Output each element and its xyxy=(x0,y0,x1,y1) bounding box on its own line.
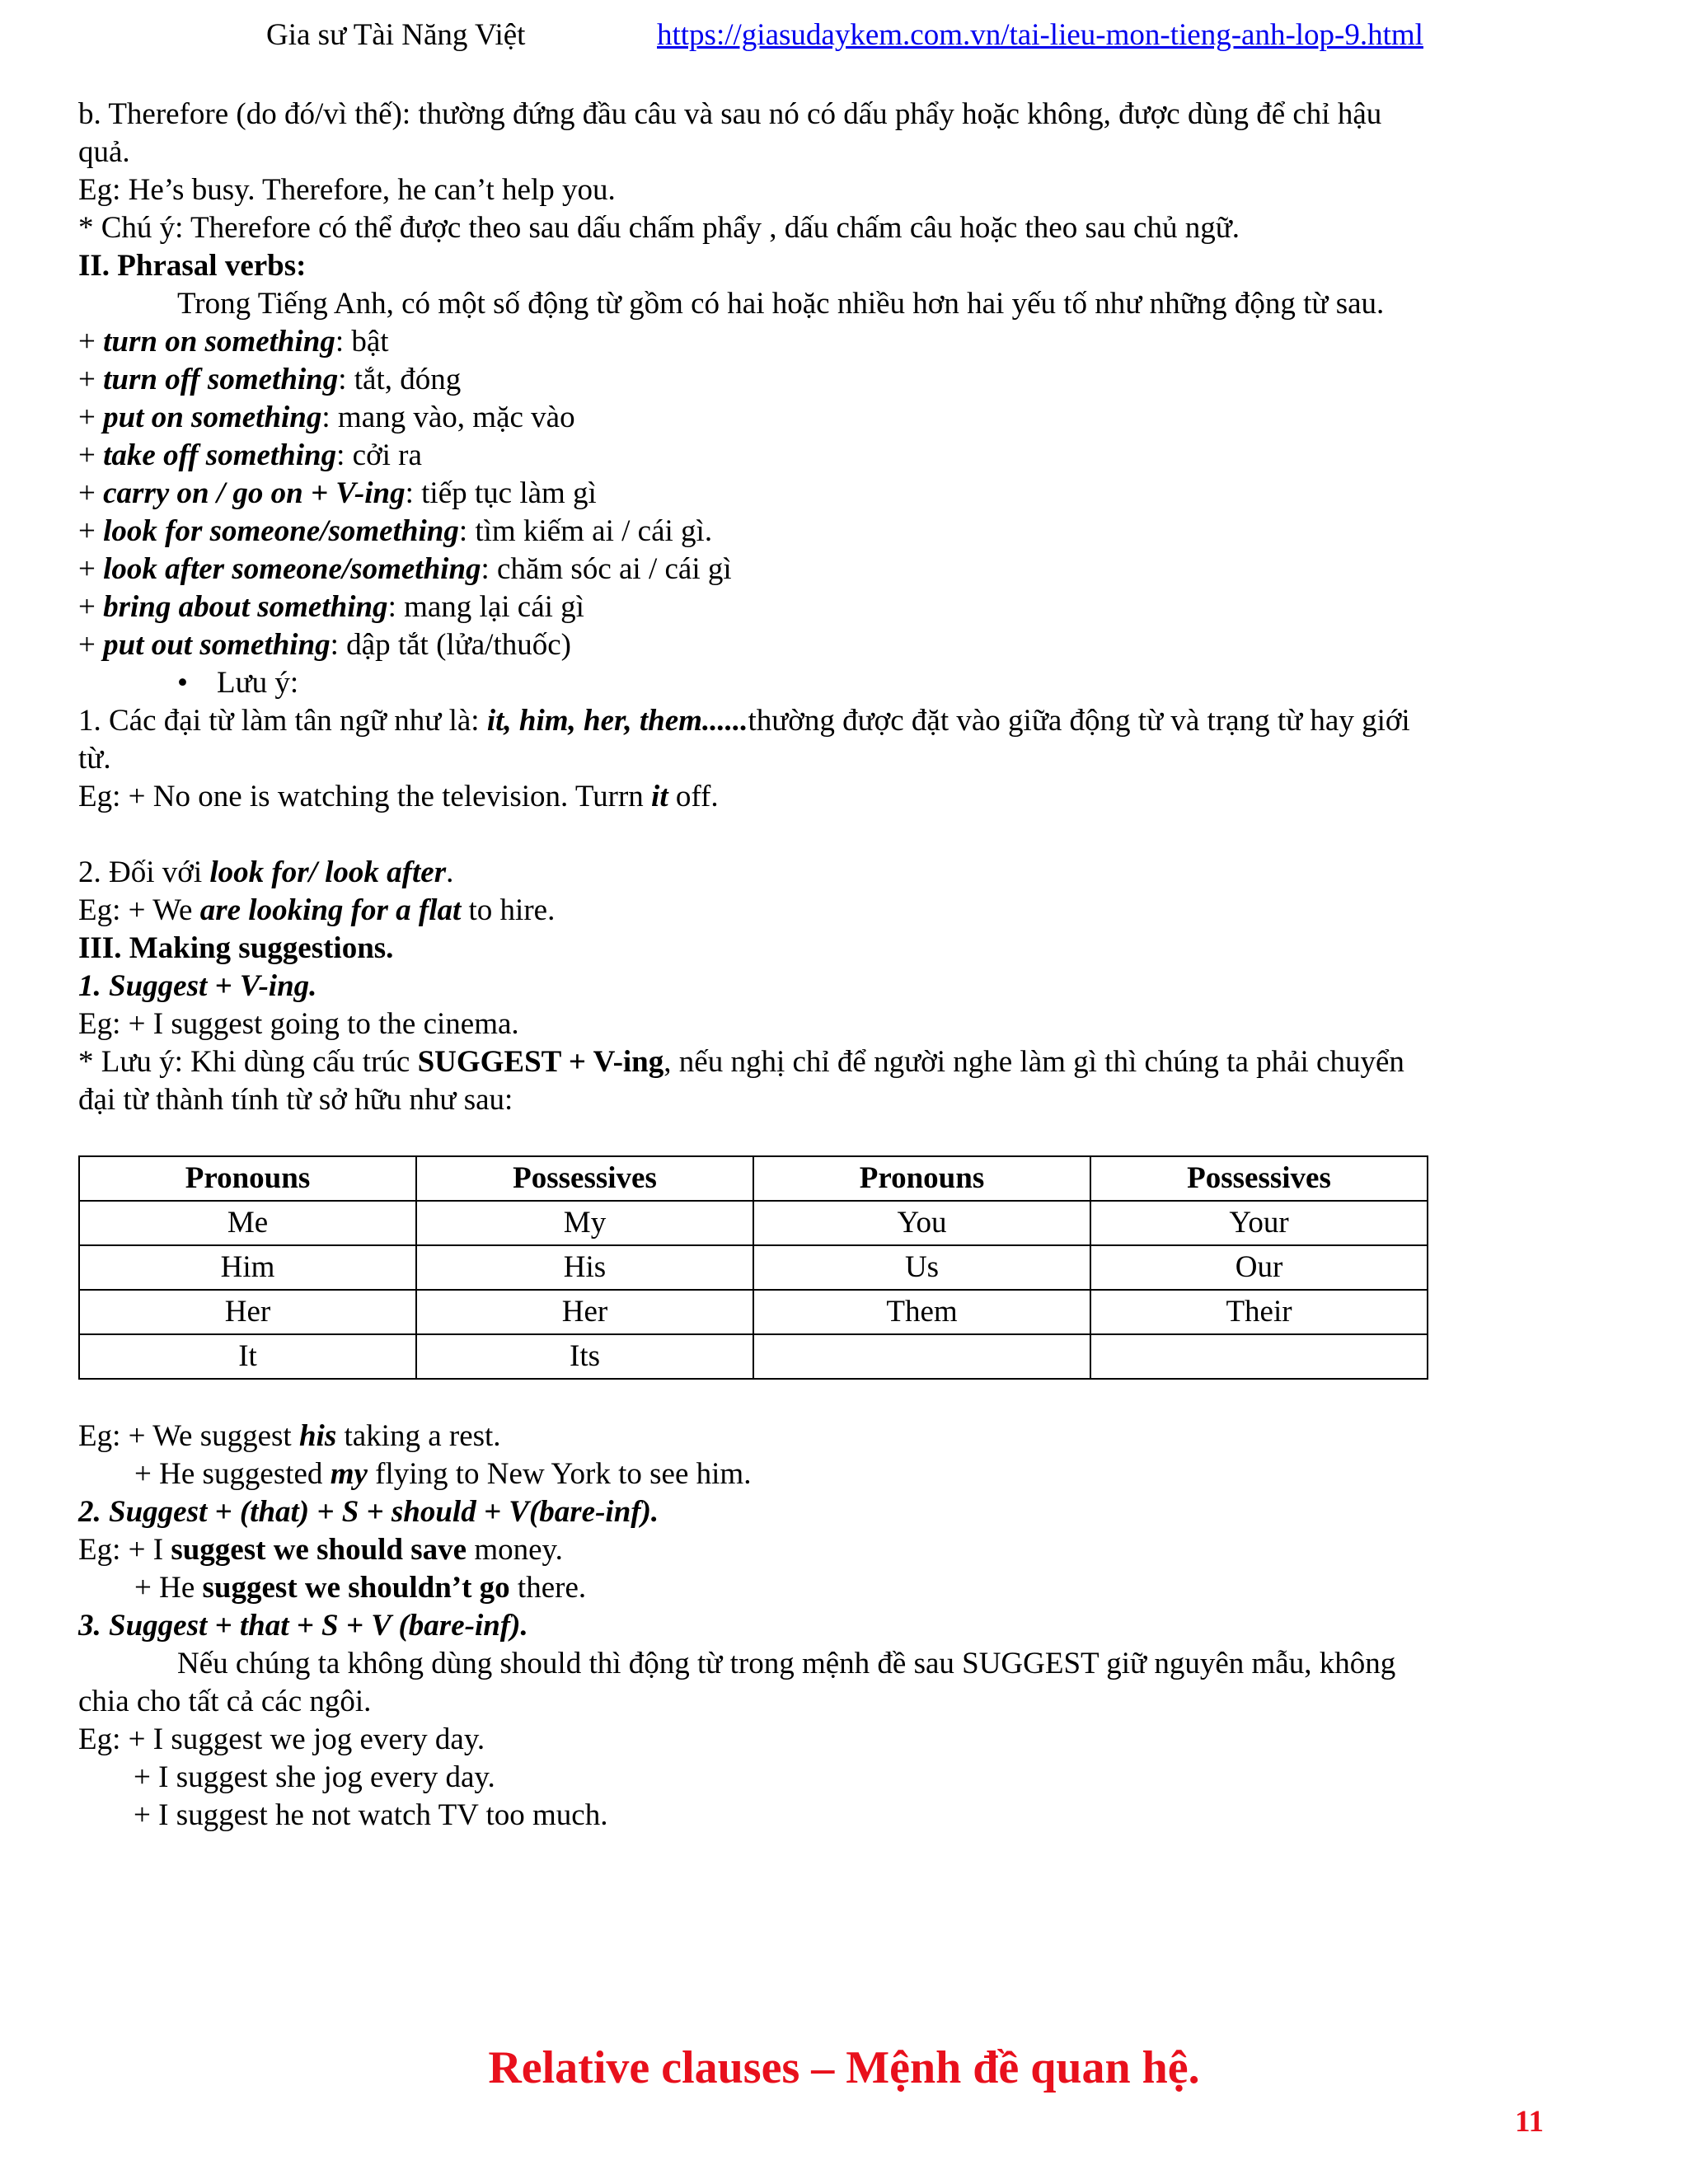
phrasal-item: + put on something: mang vào, mặc vào xyxy=(78,401,575,434)
phrasal-item: + look for someone/something: tìm kiếm ai / cái gì. xyxy=(78,514,713,548)
suggest-example-6: Eg: + I suggest we jog every day. xyxy=(78,1722,485,1756)
table-header-row xyxy=(79,1156,1428,1201)
note-1: 1. Các đại từ làm tân ngữ như là: it, him, her, them......thường được đặt vào giữa động từ và trạng từ hay giới xyxy=(78,704,1410,738)
table-cell: Her xyxy=(416,1290,753,1334)
therefore-line-2: quả. xyxy=(78,135,130,169)
phrasal-item: + look after someone/something: chăm sóc ai / cái gì xyxy=(78,552,732,586)
page-header xyxy=(0,16,1688,58)
phrasal-list xyxy=(78,323,1537,664)
table-cell: Your xyxy=(1090,1201,1428,1245)
suggest-example-5: + He suggest we shouldn’t go there. xyxy=(134,1571,587,1605)
suggest-structure-3-desc-cont: chia cho tất cả các ngôi. xyxy=(78,1685,372,1718)
table-header-cell: Pronouns xyxy=(753,1156,1090,1201)
table-cell xyxy=(753,1334,1090,1379)
spacer xyxy=(78,816,1537,854)
phrasal-item: + bring about something: mang lại cái gì xyxy=(78,590,584,624)
suggest-note-cont: đại từ thành tính từ sở hữu như sau: xyxy=(78,1083,513,1117)
example-2: Eg: + We are looking for a flat to hire. xyxy=(78,893,556,927)
table-cell: Our xyxy=(1090,1245,1428,1290)
therefore-note: * Chú ý: Therefore có thể được theo sau dấu chấm phẩy , dấu chấm câu hoặc theo sau chủ ngữ. xyxy=(78,211,1240,245)
note-2: 2. Đối với look for/ look after. xyxy=(78,855,454,889)
table-row xyxy=(79,1201,1428,1245)
phrasal-heading: II. Phrasal verbs: xyxy=(78,249,307,283)
bullet-icon: • xyxy=(177,666,188,700)
suggest-example-7: + I suggest she jog every day. xyxy=(134,1760,495,1794)
table-row xyxy=(79,1245,1428,1290)
table-cell: Its xyxy=(416,1334,753,1379)
table-header-cell: Pronouns xyxy=(79,1156,416,1201)
site-url-link[interactable]: https://giasudaykem.com.vn/tai-lieu-mon-tieng-anh-lop-9.html xyxy=(657,18,1423,52)
site-name: Gia sư Tài Năng Việt xyxy=(266,18,526,52)
pronoun-table xyxy=(78,1155,1428,1380)
suggest-structure-2: 2. Suggest + (that) + S + should + V(bare-inf). xyxy=(78,1495,659,1529)
table-cell: His xyxy=(416,1245,753,1290)
note-1-cont: từ. xyxy=(78,742,111,776)
suggest-example-2: Eg: + We suggest his taking a rest. xyxy=(78,1419,501,1453)
table-cell: Them xyxy=(753,1290,1090,1334)
table-cell: Their xyxy=(1090,1290,1428,1334)
page-number: 11 xyxy=(1515,2105,1544,2139)
suggest-example-4: Eg: + I suggest we should save money. xyxy=(78,1533,563,1567)
suggest-structure-3: 3. Suggest + that + S + V (bare-inf). xyxy=(78,1609,528,1643)
therefore-line-1: b. Therefore (do đó/vì thế): thường đứng đầu câu và sau nó có dấu phẩy hoặc không, được dùng để chỉ hậu xyxy=(78,97,1382,131)
phrasal-item: + put out something: dập tắt (lửa/thuốc) xyxy=(78,628,571,662)
next-section-title: Relative clauses – Mệnh đề quan hệ. xyxy=(488,2042,1200,2093)
therefore-example: Eg: He’s busy. Therefore, he can’t help you. xyxy=(78,173,616,207)
phrasal-item: + take off something: cởi ra xyxy=(78,438,422,472)
phrasal-item: + turn on something: bật xyxy=(78,325,389,359)
suggest-example-3: + He suggested my flying to New York to see him. xyxy=(134,1457,752,1491)
table-body xyxy=(79,1201,1428,1379)
suggest-note: * Lưu ý: Khi dùng cấu trúc SUGGEST + V-ing, nếu nghị chỉ để người nghe làm gì thì chúng ta phải chuyển xyxy=(78,1045,1404,1079)
table-cell: Me xyxy=(79,1201,416,1245)
table-header-cell: Possessives xyxy=(416,1156,753,1201)
example-1: Eg: + No one is watching the television. Turrn it off. xyxy=(78,780,719,813)
phrasal-item: + carry on / go on + V-ing: tiếp tục làm gì xyxy=(78,476,597,510)
table-cell: Us xyxy=(753,1245,1090,1290)
table-cell: My xyxy=(416,1201,753,1245)
suggest-structure-1: 1. Suggest + V-ing. xyxy=(78,969,317,1003)
table-cell: You xyxy=(753,1201,1090,1245)
phrasal-intro: Trong Tiếng Anh, có một số động từ gồm có hai hoặc nhiều hơn hai yếu tố như những động từ sau. xyxy=(177,287,1385,321)
suggest-example-8: + I suggest he not watch TV too much. xyxy=(134,1798,608,1832)
table-row xyxy=(79,1290,1428,1334)
table-row xyxy=(79,1334,1428,1379)
table-cell: Him xyxy=(79,1245,416,1290)
table-cell: It xyxy=(79,1334,416,1379)
table-cell xyxy=(1090,1334,1428,1379)
suggest-structure-3-desc: Nếu chúng ta không dùng should thì động từ trong mệnh đề sau SUGGEST giữ nguyên mẫu, không xyxy=(177,1647,1396,1680)
suggest-example-1: Eg: + I suggest going to the cinema. xyxy=(78,1007,519,1041)
table-cell: Her xyxy=(79,1290,416,1334)
suggest-heading: III. Making suggestions. xyxy=(78,931,394,965)
note-bullet: • Lưu ý: xyxy=(78,664,1537,702)
table-header-cell: Possessives xyxy=(1090,1156,1428,1201)
document-body xyxy=(78,96,1537,1835)
phrasal-item: + turn off something: tắt, đóng xyxy=(78,363,462,396)
